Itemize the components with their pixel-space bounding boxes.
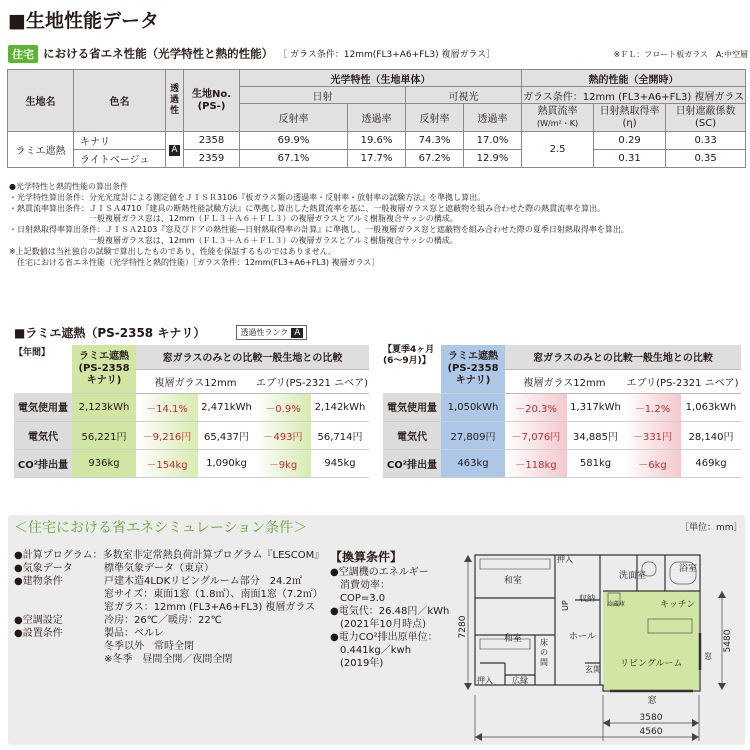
glass-cond-header: ガラス条件：12mm (FL3+A6+FL3) 複層ガラス xyxy=(522,87,746,104)
table-row: CO²排出量 936kg －154kg 1,090kg －9kg 945kg xyxy=(14,449,369,477)
col-trans: 透過性 xyxy=(166,70,184,132)
summer-glass-header: 複層ガラス12mm xyxy=(505,369,624,393)
col-color: 色名 xyxy=(74,70,166,132)
annual-product-header: ラミエ遮熱 (PS-2358 キナリ) xyxy=(72,345,136,393)
tokonoma-label-3: 間 xyxy=(540,658,548,667)
shgc-header: 日射熱取得率 (η) xyxy=(594,104,666,132)
summer-ref-header: エブリ(PS-2321 ニベア) xyxy=(624,369,741,393)
col-no: 生地No. (PS-) xyxy=(184,70,240,132)
closet-label-1: 押入 xyxy=(557,555,573,564)
up-label: UP xyxy=(561,600,570,611)
calculation-notes: ●光学特性と熱的性能の算出条件 ・光学特性算出条件：分光光度計による測定値をＪＩＳＲ3106『板ガラス類の透過率・反射率・放射率の試験方法』を準拠し算出。 ・熱貫流率算出条件：ＪＩＳＡ4710『建具の断熱性能試験方法』に準拠し算出した熱貫流率を基に、一般複層ガラス窓と遮蔽物を組み合わせた際の熱貫流率を算出。 一般複層ガラス窓は、12mm（ＦＬ３＋Ａ６＋ＦＬ３）の複層ガラスとアルミ樹脂複合サッシの構成。 ・日射熱取得率算出条件：ＪＩＳＡ2103『窓及びドアの熱性能―日射熱取得率の計算』に準拠し、一般複層ガラス窓と遮蔽物を組み合わせた際の夏季日射熱取得率を算出。 一般複層ガラス窓は、12mm（ＦＬ３＋Ａ６＋ＦＬ３）の複層ガラスとアルミ樹脂複合サッシの構成。 ※上記数値は当社独自の試験で算出したものであり、性能を保証するものではありません。 住宅における省エネ性能（光学特性と熱的性能）［ガラス条件：12mm(FL3+A6+FL3) 複層ガラス］ xyxy=(9,182,629,267)
solar-trans-header: 透過率 xyxy=(348,104,406,132)
sim-title: ■ラミエ遮熱（PS-2358 キナリ） 透過性ランク A xyxy=(14,322,307,341)
rank-label: 透過性ランク A xyxy=(236,325,307,340)
room-washroom: 洗面室 xyxy=(619,571,647,581)
house-badge: 住宅 xyxy=(8,45,38,63)
annual-ref-header: エブリ(PS-2321 ニベア) xyxy=(255,369,369,393)
annual-glass-header: 複層ガラス12mm xyxy=(136,369,255,393)
summer-comparison-table xyxy=(383,345,741,478)
room-bath: 浴室 xyxy=(679,564,698,574)
fabric-name: ラミエ遮熱 xyxy=(8,132,74,168)
rank-a-badge: A xyxy=(291,328,303,338)
window-label-south: 窓 xyxy=(647,696,657,706)
annual-comparison-table xyxy=(14,345,369,478)
tokonoma-label-2: の xyxy=(540,648,548,657)
unit-label: ［単位：mm］ xyxy=(680,523,743,533)
table-row: 電気使用量 1,050kWh －20.3% 1,317kWh －1.2% 1,063kWh xyxy=(383,393,741,421)
table-row: ライトベージュ 2359 67.1% 17.7% 67.2% 12.9% 0.31 0.35 xyxy=(8,150,746,168)
vis-refl-header: 反射率 xyxy=(406,104,464,132)
floor-plan xyxy=(460,535,745,745)
annual-compare-header: 窓ガラスのみとの比較一般生地との比較 xyxy=(136,345,369,369)
vis-trans-header: 透過率 xyxy=(464,104,522,132)
table-row: 電気代 56,221円 －9,216円 65,437円 －493円 56,714円 xyxy=(14,421,369,449)
entrance-label: 玄関 xyxy=(585,665,601,674)
visible-header: 可視光 xyxy=(406,87,522,104)
window-label-east: 窓 xyxy=(704,652,712,661)
conditions-title: ＜住宅における省エネシミュレーション条件＞ xyxy=(14,520,308,536)
page-title: ■生地性能データ xyxy=(8,10,159,32)
tokonoma-label-1: 床 xyxy=(540,638,548,647)
room-washitsu-2: 和室 xyxy=(504,634,523,644)
dim-width-total: 4560 xyxy=(639,727,663,737)
room-hall: ホール xyxy=(569,632,596,642)
room-washitsu-1: 和室 xyxy=(504,576,523,586)
room-kitchen: キッチン xyxy=(660,600,696,610)
dim-width-living: 3580 xyxy=(639,713,663,723)
sc-header: 日射遮蔽係数 (SC) xyxy=(666,104,746,132)
table-row: 電気代 27,809円 －7,076円 34,885円 －331円 28,140円 xyxy=(383,421,741,449)
rank-a-badge: A xyxy=(171,144,178,155)
table-row: ラミエ遮熱 キナリ A 2358 69.9% 19.6% 74.3% 17.0% 2.5 0.29 0.33 xyxy=(8,132,746,150)
thermal-header: 熱的性能（全開時） xyxy=(522,70,746,87)
room-living: リビングルーム xyxy=(620,659,683,669)
closet-label-2: 押入 xyxy=(477,676,493,685)
conditions-list: ●計算プログラム：多数室非定常熱負荷計算プログラム『LESCOM』 ●気象データ 標準気象データ（東京） ●建物条件 戸建木造4LDKリビングルーム部分 24.2㎡ 窓サイズ：東面1窓（1.8㎡）、南面1窓（7.2㎡） 窓ガラス：12mm (FL3+A6+FL3) 複層ガラス ●空調設定 冷房：26℃／暖房：22℃ ●設置条件 製品：ベルレ 冬季以外 常時全閉 ※冬季 昼間全開／夜間全閉 xyxy=(14,550,325,665)
summer-compare-header: 窓ガラスのみとの比較一般生地との比較 xyxy=(505,345,741,369)
summer-period: 【夏季4ヶ月 (6〜9月)】 xyxy=(383,345,435,366)
perf-subtitle: 住宅 における省エネ性能（光学特性と熱的性能） ［ ガラス条件：12mm(FL3+A6+FL3) 複層ガラス］ ※ＦＬ：フロート板ガラス A:中空層 xyxy=(8,43,748,61)
table-row: CO²排出量 463kg －118kg 581kg －6kg 469kg xyxy=(383,449,741,477)
annual-period: 【年間】 xyxy=(14,348,51,358)
ht-value: 2.5 xyxy=(522,132,594,168)
dim-height-living: 5480 xyxy=(723,629,733,653)
col-fabric-name: 生地名 xyxy=(8,70,74,132)
fridge-label: 冷蔵庫 xyxy=(607,601,626,608)
solar-refl-header: 反射率 xyxy=(240,104,348,132)
optical-header: 光学特性（生地単体） xyxy=(240,70,522,87)
summer-product-header: ラミエ遮熱 (PS-2358 キナリ) xyxy=(441,345,505,393)
dim-height-total: 7280 xyxy=(458,615,468,639)
performance-table xyxy=(7,69,746,168)
conversion-conditions: 【換算条件】 ●空調機のエネルギー 消費効率： COP=3.0 ●電気代：26.48円／kWh (2021年10月時点) ●電力CO²排出原単位： 0.441kg／kwh (2019年) xyxy=(330,550,450,669)
solar-header: 日射 xyxy=(240,87,406,104)
ht-header: 熱貫流率 (W/m²・K) xyxy=(522,104,594,132)
storage-label: 収納 xyxy=(579,594,595,603)
veranda-label: 広縁 xyxy=(512,676,528,685)
table-row: 電気使用量 2,123kWh －14.1% 2,471kWh －0.9% 2,142kWh xyxy=(14,393,369,421)
